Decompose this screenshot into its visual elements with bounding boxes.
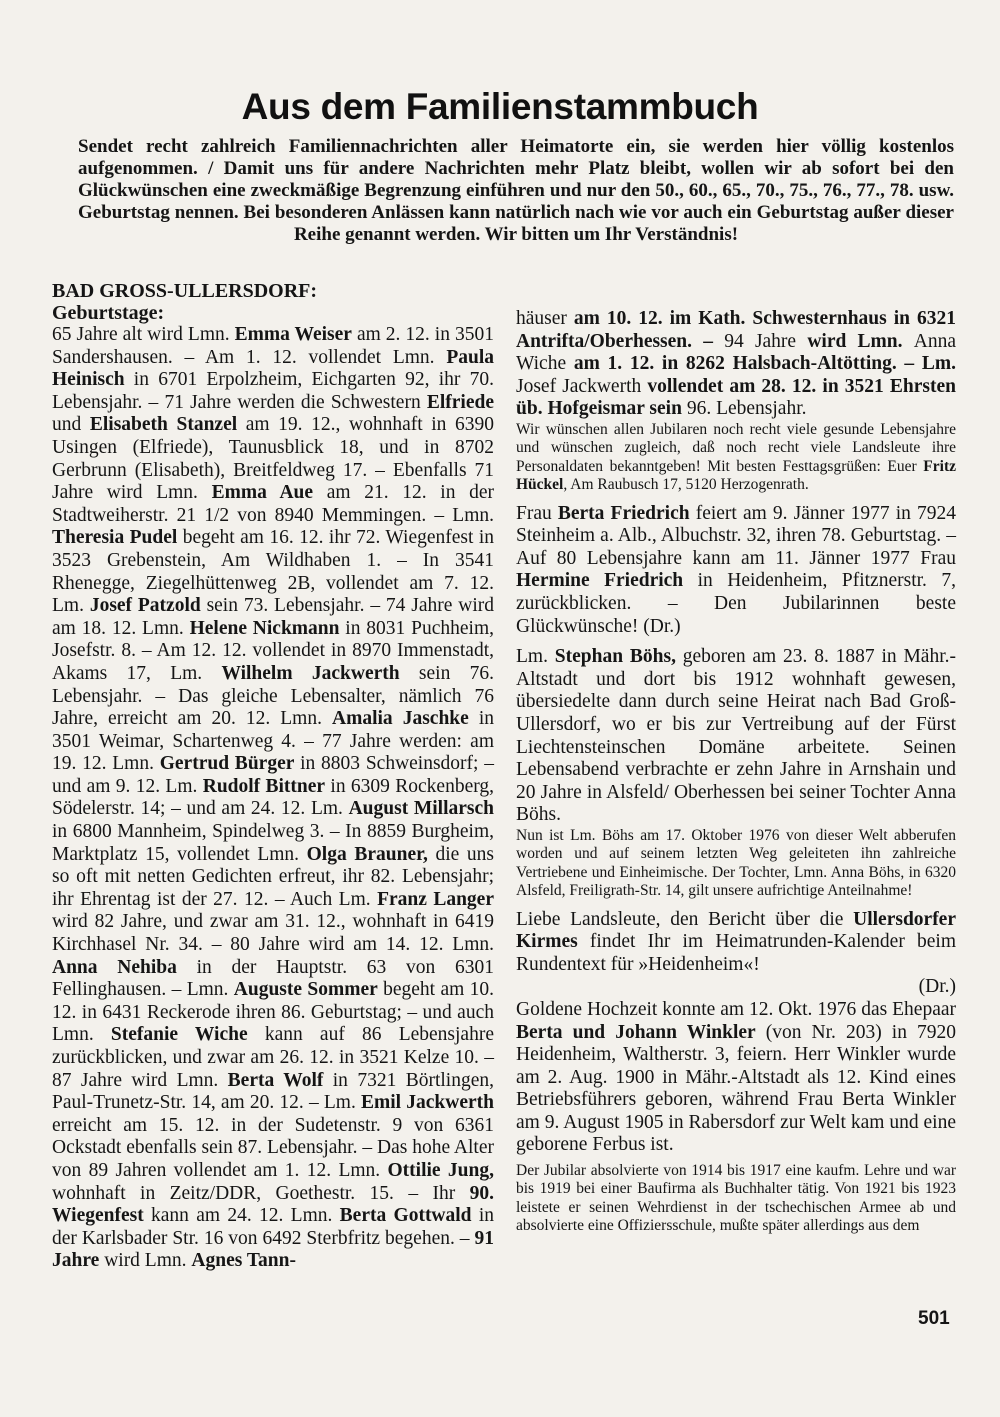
text-run: wohnhaft in Zeitz/DDR, Goethestr. 15. – Ihr: [52, 1182, 470, 1204]
bold-name: August Millarsch: [348, 798, 494, 820]
text-run: kann am 24. 12. Lmn.: [143, 1205, 340, 1227]
text-run: findet Ihr im Heimatrunden-Kalender beim Rundentext für »Heidenheim«!: [516, 931, 956, 975]
golden-wedding-paragraph: [516, 999, 956, 1157]
text-run: in 6701 Erpolzheim, Eichgarten 92, ihr 70. Lebensjahr. – 71 Jahre werden die Schwestern: [52, 369, 494, 413]
kirmes-signature: (Dr.): [918, 976, 956, 998]
bold-name: vollendet am 28. 12. in 3521 Ehrsten üb. Hofgeismar sein: [516, 375, 956, 420]
text-run: begeht am 16. 12. ihr 72. Wiegenfest in 3523 Grebenstein, Am Wildhaben 1. – In 3541 Rhenegge, Ziegelhüttenweg 2B, vollendet am 7. 12. Lm.: [52, 527, 494, 617]
text-run: sein 76. Lebensjahr. – Das gleiche Lebensalter, nämlich 76 Jahre, erreicht am 20. 12. Lmn.: [52, 662, 494, 730]
text-run: Frau: [516, 502, 558, 524]
friedrich-paragraph: [516, 503, 956, 639]
bold-name: Elfriede: [426, 391, 494, 413]
text-run: in 8031 Puchheim, Josefstr. 8. – Am 12. 12. vollendet in 8970 Immenstadt, Akams 17, Lm.: [52, 617, 494, 684]
bold-name: Theresia Pudel: [52, 527, 178, 549]
bold-name: Rudolf Bittner: [202, 775, 326, 797]
bold-name: Amalia Jaschke: [332, 708, 469, 730]
bold-name: 90. Wiegenfest: [52, 1182, 494, 1227]
bold-name: 91 Jahre: [52, 1227, 494, 1272]
bold-name: Elisabeth Stanzel: [89, 414, 238, 436]
text-run: Anna Wiche: [516, 330, 956, 375]
text-run: in 3501 Weimar, Schartenweg 4. – 77 Jahre werden: am 19. 12. Lmn.: [52, 708, 494, 775]
text-run: 96. Lebensjahr.: [686, 398, 807, 420]
text-run: feiert am 9. Jänner 1977 in 7924 Steinheim a. Alb., Albuchstr. 32, ihren 78. Geburtstag. – Auf 80 Lebensjahre kann am 11. Jänner 1977 Frau: [516, 502, 956, 569]
text-run: Wir wünschen allen Jubilaren noch recht viele gesunde Lebensjahre und wünschen zugleich, daß noch recht viele Landsleute ihre Personaldaten bekanntgeben! Mit besten Festtagsgrüßen: Euer: [516, 420, 956, 475]
text-run: Lm.: [516, 646, 555, 668]
bold-name: Josef Patzold: [89, 595, 201, 617]
section-subheading: Geburtstage:: [52, 302, 165, 324]
greetings-paragraph: [516, 421, 956, 495]
bold-name: Anna Nehiba: [52, 956, 177, 978]
text-run: häuser: [516, 308, 567, 329]
text-run: und: [52, 414, 90, 436]
bold-name: Helene Nickmann: [189, 617, 340, 639]
bold-name: Paula Heinisch: [52, 346, 494, 391]
text-run: wird Lmn.: [99, 1250, 192, 1272]
text-run: (von Nr. 203) in 7920 Heidenheim, Waltherstr. 3, feiern. Herr Winkler wurde am 2. Aug. 1900 in Mähr.-Altstadt als 12. Kind eines Betriebsführers geboren, während Frau Berta Winkler am 9. August 1905 in Rabersdorf zur Welt kam und eine geborene Ferbus ist.: [516, 1021, 957, 1156]
bold-name: Hermine Friedrich: [516, 570, 684, 592]
text-run: 65 Jahre alt wird Lmn.: [52, 324, 235, 345]
text-run: , Am Raubusch 17, 5120 Herzogenrath.: [563, 476, 809, 494]
text-run: erreicht am 15. 12. in der Sudetenstr. 9 von 6361 Ockstadt ebenfalls sein 87. Lebensjahr. – Das hohe Alter von 89 Jahren vollendet am 1. 12. Lmn.: [52, 1114, 494, 1181]
bold-name: Ottilie Jung,: [387, 1159, 494, 1181]
bold-name: Berta Wolf: [227, 1069, 324, 1091]
right-column: [516, 308, 956, 1236]
bold-name: am 10. 12. im Kath. Schwesternhaus in 6321 Antrifta/Oberhessen. –: [516, 308, 956, 352]
left-column: [52, 280, 494, 1273]
text-run: Goldene Hochzeit konnte am 12. Okt. 1976 das Ehepaar: [516, 998, 956, 1020]
text-run: kann auf 86 Lebensjahre zurückblicken, und zwar am 26. 12. in 3521 Kelze 10. – 87 Jahre wird Lmn.: [52, 1024, 494, 1091]
bold-name: Berta Friedrich: [557, 502, 690, 524]
kirmes-paragraph: [516, 909, 956, 977]
text-run: Liebe Landsleute, den Bericht über die: [516, 908, 854, 930]
text-run: in der Karlsbader Str. 16 von 6492 Sterbfritz begehen. –: [52, 1205, 494, 1249]
birthdays-continued-paragraph: [516, 308, 956, 421]
text-run: in 6309 Rockenberg, Södelerstr. 14; – und am 24. 12. Lm.: [52, 775, 495, 820]
text-run: am 21. 12. in der Stadtweiherstr. 21 1/2 von 8940 Memmingen. – Lmn.: [52, 482, 495, 526]
text-run: am 19. 12., wohnhaft in 6390 Usingen (Elfriede), Taunusblick 18, und in 8702 Gerbrunn (Elisabeth), Breitfeldweg 17. – Ebenfalls 71 Jahre wird Lmn.: [52, 414, 495, 504]
text-run: begeht am 10. 12. in 6431 Reckerode ihren 86. Geburtstag; – und auch Lmn.: [52, 979, 494, 1046]
text-run: 94 Jahre: [724, 330, 797, 352]
bold-name: Berta und Johann Winkler: [516, 1021, 756, 1043]
obituary-paragraph: [516, 646, 956, 827]
page-number: 501: [918, 1308, 950, 1329]
bold-name: Emma Aue: [211, 482, 314, 504]
text-run: in der Hauptstr. 63 von 6301 Fellinghausen. – Lmn.: [52, 956, 494, 1001]
bold-name: Stefanie Wiche: [110, 1024, 248, 1046]
page-title: Aus dem Familienstammbuch: [241, 86, 759, 127]
bold-name: Fritz Hückel: [516, 457, 956, 494]
bold-name: Olga Brauner,: [306, 843, 428, 865]
obituary-note: Nun ist Lm. Böhs am 17. Oktober 1976 von dieser Welt abberufen worden und auf seinem letzten Weg geleiteten ihn zahlreiche Vertriebene und Einheimische. Der Tochter, Lmn. Anna Böhs, in 6320 Alsfeld, Freiligrath-Str. 14, gilt unsere aufrichtige Anteilnahme!: [516, 826, 956, 900]
bold-name: Stephan Böhs,: [554, 646, 676, 668]
bold-name: Wilhelm Jackwerth: [221, 662, 400, 684]
text-run: sein 73. Lebensjahr. – 74 Jahre wird am 18. 12. Lmn.: [52, 595, 494, 639]
text-run: Josef Jackwerth: [516, 375, 642, 397]
bold-name: Auguste Sommer: [233, 979, 378, 1001]
text-run: wird 82 Jahre, und zwar am 31. 12., wohnhaft in 6419 Kirchhasel Nr. 34. – 80 Jahre wird am 14. 12. Lmn.: [52, 911, 494, 956]
text-run: in 7321 Börtlingen, Paul-Trunetz-Str. 14, am 20. 12. – Lm.: [52, 1069, 495, 1114]
text-run: geboren am 23. 8. 1887 in Mähr.-Altstadt und dort bis 1912 wohnhaft gewesen, übersiedelte dann durch seine Heirat nach Bad Groß-Ullersdorf, wo er bis zur Vertreibung auf der Fürst Liechtensteinschen Domäne arbeitete. Seinen Lebensabend verbrachte er zehn Jahre in Arnshain und 20 Jahre in Alsfeld/ Oberhessen bei seiner Tochter Anna Böhs.: [516, 646, 957, 826]
text-run: am 2. 12. in 3501 Sandershausen. – Am 1. 12. vollendet Lmn.: [52, 324, 494, 368]
bold-name: Emil Jackwerth: [361, 1092, 494, 1114]
text-run: die uns so oft mit netten Gedichten erfreut, ihr 82. Lebensjahr; ihr Ehrentag ist der 27. 12. – Auch Lm.: [52, 843, 494, 910]
bold-name: Berta Gottwald: [339, 1205, 472, 1227]
text-run: in 6800 Mannheim, Spindelweg 3. – In 8859 Burgheim, Marktplatz 15, vollendet Lmn.: [52, 821, 494, 865]
bold-name: Emma Weiser: [234, 324, 352, 345]
bold-name: Agnes Tann-: [191, 1250, 296, 1272]
bold-name: Franz Langer: [377, 888, 494, 910]
text-run: in 8803 Schweinsdorf; – und am 9. 12. Lm.: [52, 753, 494, 797]
bold-name: wird Lmn.: [796, 330, 914, 352]
bold-name: Gertrud Bürger: [159, 753, 295, 775]
place-heading: BAD GROSS-ULLERSDORF:: [52, 280, 318, 302]
bold-name: am 1. 12. in 8262 Halsbach-Altötting. – Lm.: [566, 353, 956, 375]
bold-name: Ullersdorfer Kirmes: [516, 908, 956, 953]
golden-wedding-note: Der Jubilar absolvierte von 1914 bis 1917 eine kaufm. Lehre und war bis 1919 bei einer Baufirma als Buchhalter tätig. Von 1921 bis 1923 leistete er seinen Wehrdienst in der tschechischen Armee ab und absolvierte eine Offiziersschule, mußte später allerdings aus dem: [516, 1162, 956, 1235]
text-run: in Heidenheim, Pfitznerstr. 7, zurückblicken. – Den Jubilarinnen beste Glückwünsche! (Dr.): [516, 570, 956, 637]
intro-paragraph: Sendet recht zahlreich Familiennachrichten aller Heimatorte ein, sie werden hier völlig kostenlos aufgenommen. / Damit uns für andere Nachrichten mehr Platz bleibt, wollen wir ab sofort bei den Glückwünschen eine zweckmäßige Begrenzung einführen und nur den 50., 60., 65., 70., 75., 76., 77., 78. usw. Geburtstag nennen. Bei besonderen Anlässen kann natürlich nach wie vor auch ein Geburtstag außer dieser Reihe genannt werden. Wir bitten um Ihr Verständnis!: [78, 136, 954, 245]
birthdays-paragraph: [52, 324, 494, 1273]
